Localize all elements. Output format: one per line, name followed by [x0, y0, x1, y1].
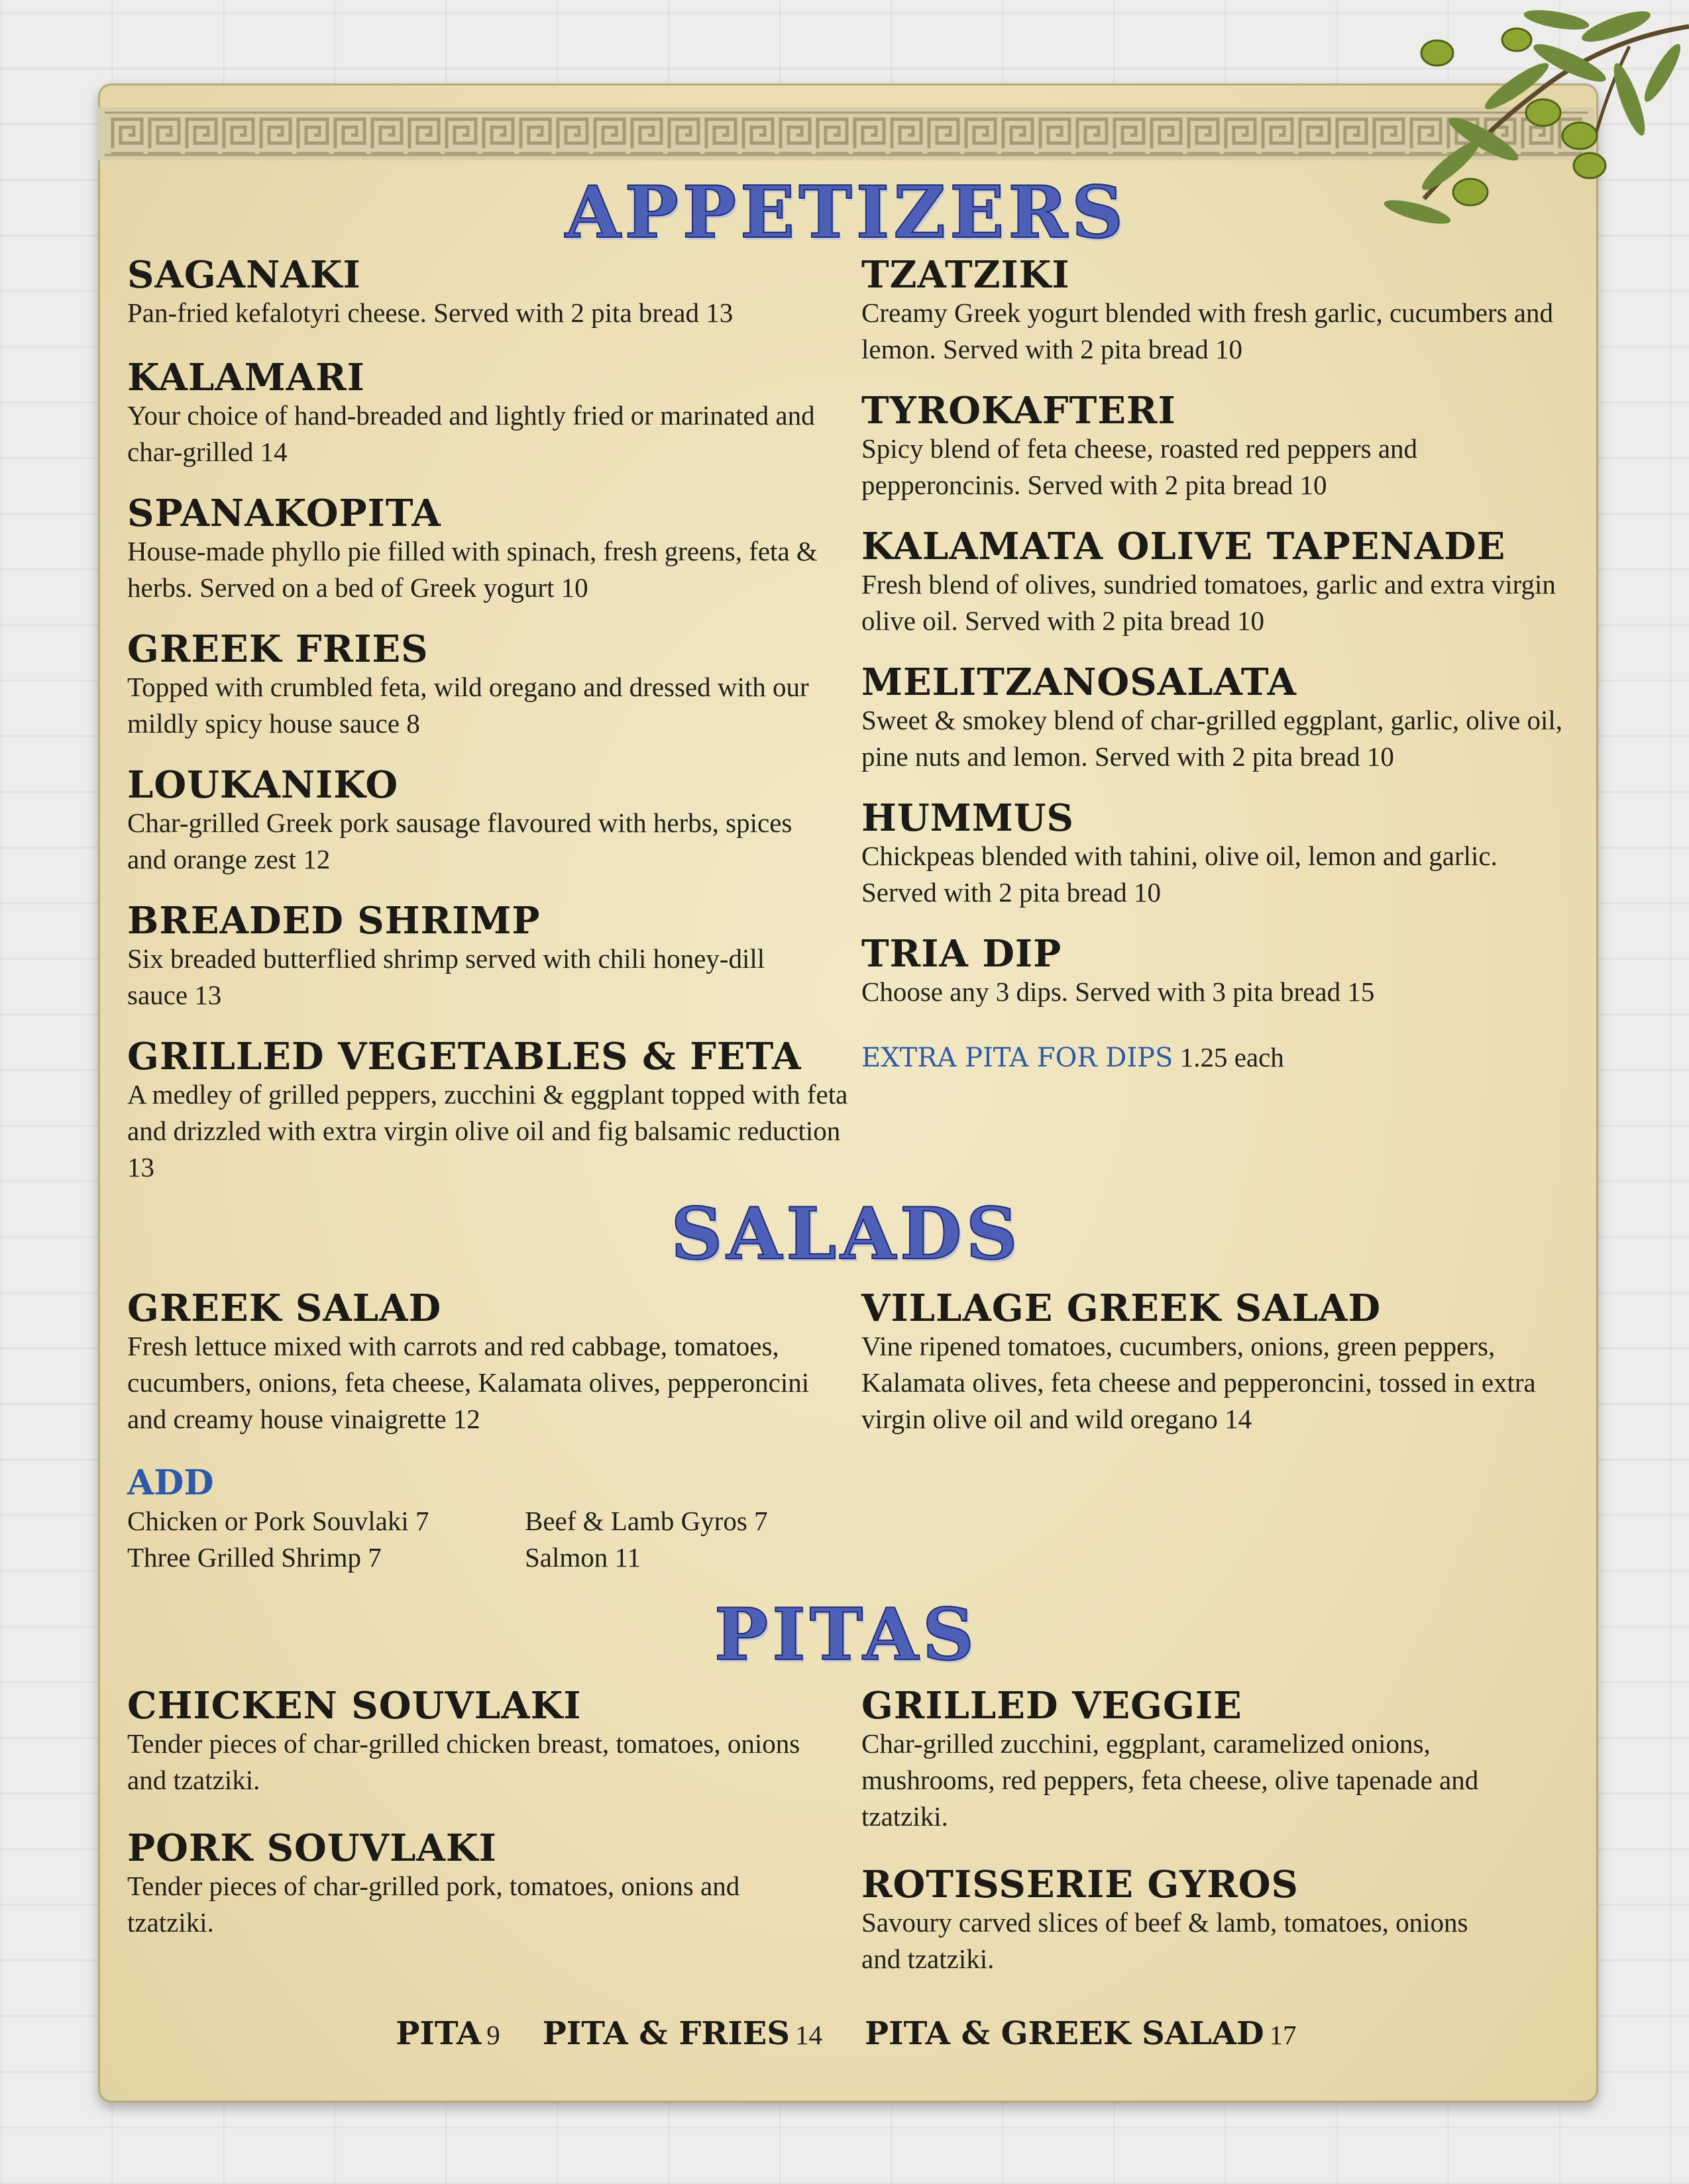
extra-pita-note — [861, 1041, 1284, 1073]
menu-item-tria-dip — [861, 934, 1564, 1010]
item-name: CHICKEN SOUVLAKI — [127, 1684, 582, 1728]
item-name: TZATZIKI — [861, 253, 1070, 297]
price-option-pita-greek-salad — [865, 2015, 1297, 2052]
item-name: PORK SOUVLAKI — [127, 1826, 497, 1870]
item-name: GRILLED VEGETABLES & FETA — [127, 1035, 802, 1078]
appetizers-heading: APPETIZERS — [565, 171, 1128, 254]
menu-item-kalamari — [127, 358, 830, 470]
menu-item-pork-souvlaki — [127, 1828, 830, 1941]
price-option-label: PITA & GREEK SALAD — [865, 2015, 1264, 2052]
menu-item-rotisserie-gyros — [861, 1865, 1498, 1977]
menu-item-kalamata-olive-tapenade — [861, 527, 1564, 639]
menu-item-hummus — [861, 798, 1564, 911]
menu-item-melitzanosalata — [861, 662, 1564, 775]
item-name: GRILLED VEGGIE — [861, 1684, 1242, 1728]
item-name: BREADED SHRIMP — [127, 899, 541, 943]
item-name: SAGANAKI — [127, 253, 361, 297]
item-name: HUMMUS — [861, 796, 1074, 840]
menu-item-greek-fries — [127, 629, 830, 742]
menu-item-chicken-souvlaki — [127, 1686, 830, 1798]
pita-price-options — [98, 2015, 1594, 2052]
add-on-option: Salmon 11 — [525, 1542, 641, 1573]
menu-item-grilled-veggie — [861, 1686, 1498, 1835]
item-name: SPANAKOPITA — [127, 492, 441, 535]
item-description: Chickpeas blended with tahini, olive oil, lemon and garlic. Served with 2 pita bread 10 — [861, 841, 1498, 908]
item-description: Pan-fried kefalotyri cheese. Served with 2 pita bread 13 — [127, 297, 734, 329]
item-description: Vine ripened tomatoes, cucumbers, onions, green peppers, Kalamata olives, feta cheese and pepperoncini, tossed in extra virgin olive oil and wild oregano 14 — [861, 1331, 1536, 1435]
item-description: Tender pieces of char-grilled pork, tomatoes, onions and tzatziki. — [127, 1871, 740, 1938]
item-name: ROTISSERIE GYROS — [861, 1863, 1299, 1906]
item-description: Your choice of hand-breaded and lightly fried or marinated and char-grilled 14 — [127, 400, 815, 468]
item-description: Choose any 3 dips. Served with 3 pita bread 15 — [861, 976, 1375, 1008]
item-description: Spicy blend of feta cheese, roasted red peppers and pepperoncinis. Served with 2 pita bread 10 — [861, 433, 1418, 501]
item-description: Savoury carved slices of beef & lamb, tomatoes, onions and tzatziki. — [861, 1907, 1468, 1975]
item-name: KALAMATA OLIVE TAPENADE — [861, 525, 1506, 568]
item-description: A medley of grilled peppers, zucchini & eggplant topped with feta and drizzled with extra virgin olive oil and fig balsamic reduction 13 — [127, 1079, 848, 1183]
item-name: MELITZANOSALATA — [861, 660, 1297, 704]
menu-item-spanakopita — [127, 494, 830, 606]
add-ons-heading: ADD — [127, 1463, 214, 1503]
item-name: TRIA DIP — [861, 932, 1062, 976]
menu-item-grilled-vegetables-feta — [127, 1037, 849, 1186]
item-description: Char-grilled Greek pork sausage flavoured with herbs, spices and orange zest 12 — [127, 807, 792, 875]
item-description: Six breaded butterflied shrimp served with chili honey-dill sauce 13 — [127, 943, 765, 1011]
menu-item-saganaki — [127, 255, 830, 331]
menu-item-village-greek-salad — [861, 1288, 1577, 1437]
price-option-label: PITA — [396, 2015, 482, 2052]
price-option-pita — [396, 2015, 500, 2052]
item-description: Fresh blend of olives, sundried tomatoes, garlic and extra virgin olive oil. Served with 2 pita bread 10 — [861, 569, 1556, 637]
item-name: KALAMARI — [127, 356, 365, 399]
item-name: TYROKAFTERI — [861, 389, 1176, 433]
item-description: Topped with crumbled feta, wild oregano and dressed with our mildly spicy house sauce 8 — [127, 672, 809, 739]
price-option-pita-fries — [543, 2015, 822, 2052]
price-option-value: 17 — [1269, 2020, 1297, 2050]
extra-pita-label: EXTRA PITA FOR DIPS — [861, 1043, 1173, 1073]
pitas-heading: PITAS — [714, 1593, 978, 1677]
add-on-option: Three Grilled Shrimp 7 — [127, 1542, 382, 1573]
price-option-value: 14 — [795, 2020, 823, 2050]
price-option-label: PITA & FRIES — [542, 2015, 790, 2052]
extra-pita-price: 1.25 each — [1179, 1042, 1284, 1072]
item-description: Char-grilled zucchini, eggplant, caramelized onions, mushrooms, red peppers, feta cheese, olive tapenade and tzatziki. — [861, 1728, 1479, 1832]
item-description: House-made phyllo pie filled with spinach, fresh greens, feta & herbs. Served on a bed of Greek yogurt 10 — [127, 536, 818, 603]
salads-heading: SALADS — [671, 1192, 1022, 1276]
add-on-option: Chicken or Pork Souvlaki 7 — [127, 1506, 429, 1536]
menu-item-breaded-shrimp — [127, 901, 830, 1014]
item-description: Creamy Greek yogurt blended with fresh garlic, cucumbers and lemon. Served with 2 pita bread 10 — [861, 297, 1553, 365]
menu-item-tzatziki — [861, 255, 1564, 368]
item-name: GREEK SALAD — [127, 1286, 442, 1330]
menu-item-tyrokafteri — [861, 391, 1564, 503]
item-description: Fresh lettuce mixed with carrots and red cabbage, tomatoes, cucumbers, onions, feta cheese, Kalamata olives, pepperoncini and creamy house vinaigrette 12 — [127, 1331, 810, 1435]
item-description: Sweet & smokey blend of char-grilled eggplant, garlic, olive oil, pine nuts and lemon. Served with 2 pita bread 10 — [861, 705, 1563, 772]
add-on-option: Beef & Lamb Gyros 7 — [525, 1506, 768, 1536]
price-option-value: 9 — [486, 2020, 500, 2050]
menu-item-greek-salad — [127, 1288, 830, 1437]
item-description: Tender pieces of char-grilled chicken breast, tomatoes, onions and tzatziki. — [127, 1728, 800, 1796]
item-name: VILLAGE GREEK SALAD — [861, 1286, 1382, 1330]
item-name: GREEK FRIES — [127, 627, 429, 671]
item-name: LOUKANIKO — [127, 763, 399, 807]
menu-item-loukaniko — [127, 765, 830, 878]
